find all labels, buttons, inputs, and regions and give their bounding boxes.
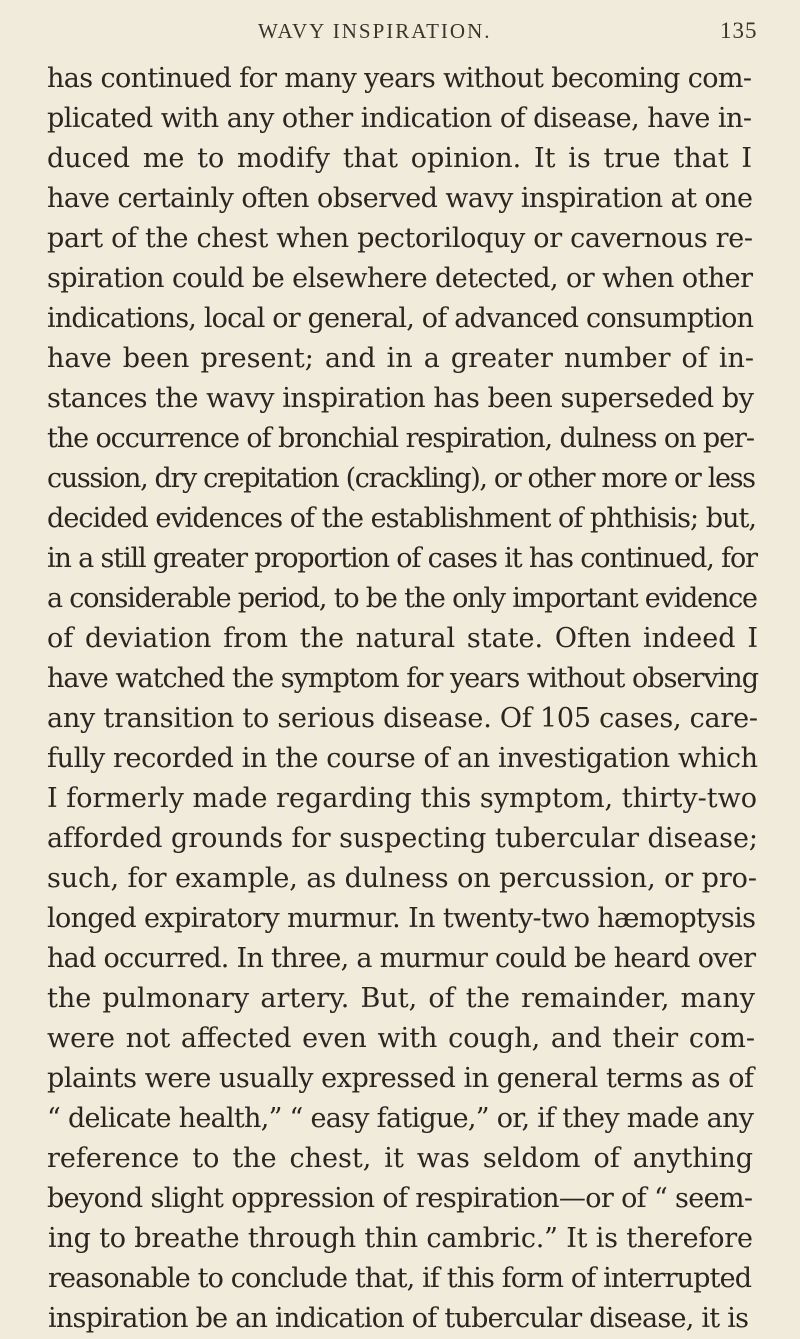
text-line: part of the chest when pectoriloquy or cavernous re- (47, 223, 753, 254)
page-number: 135 (720, 18, 758, 43)
text-line: afforded grounds for suspecting tubercular disease; (47, 823, 758, 854)
text-line: have certainly often observed wavy inspiration at one (47, 183, 753, 214)
text-line: reasonable to conclude that, if this form of interrupted (48, 1263, 752, 1294)
text-line: beyond slight oppression of respiration—or of “ seem- (47, 1183, 753, 1214)
text-line: plaints were usually expressed in general terms as of (47, 1063, 754, 1094)
text-line: the pulmonary artery. But, of the remainder, many (47, 983, 755, 1014)
text-line: a considerable period, to be the only important evidence (47, 583, 757, 614)
text-line: inspiration be an indication of tubercular disease, it is (48, 1303, 749, 1334)
text-line: has continued for many years without becoming com- (47, 63, 752, 94)
text-line: fully recorded in the course of an investigation which (47, 743, 758, 774)
text-line: duced me to modify that opinion. It is true that I (47, 143, 752, 174)
running-head (258, 14, 800, 48)
text-line: had occurred. In three, a murmur could be heard over (47, 943, 756, 974)
text-line: cussion, dry crepitation (crackling), or other more or less (47, 463, 755, 494)
text-line: any transition to serious disease. Of 105 cases, care- (47, 703, 758, 734)
text-line: plicated with any other indication of disease, have in- (47, 103, 752, 134)
text-line: were not affected even with cough, and their com- (47, 1023, 755, 1054)
text-line: indications, local or general, of advanced consumption (47, 303, 754, 334)
text-line: such, for example, as dulness on percussion, or pro- (47, 863, 757, 894)
text-line: in a still greater proportion of cases it has continued, for (47, 543, 757, 574)
text-line: I formerly made regarding this symptom, thirty-two (47, 783, 757, 814)
text-line: of deviation from the natural state. Often indeed I (47, 623, 758, 654)
text-line: have watched the symptom for years without observing (47, 663, 759, 694)
text-line: decided evidences of the establishment of phthisis; but, (47, 503, 757, 534)
text-line: reference to the chest, it was seldom of anything (47, 1143, 753, 1174)
text-line: have been present; and in a greater number of in- (47, 343, 754, 374)
text-line: the occurrence of bronchial respiration, dulness on per- (47, 423, 754, 454)
text-line: longed expiratory murmur. In twenty-two hæmoptysis (47, 903, 756, 934)
text-line: “ delicate health,” “ easy fatigue,” or, if they made any (47, 1103, 754, 1134)
text-line: spiration could be elsewhere detected, or when other (47, 263, 753, 294)
text-line: stances the wavy inspiration has been superseded by (47, 383, 754, 414)
running-title: WAVY INSPIRATION. (258, 19, 492, 43)
text-line: ing to breathe through thin cambric.” It is therefore (48, 1223, 753, 1254)
